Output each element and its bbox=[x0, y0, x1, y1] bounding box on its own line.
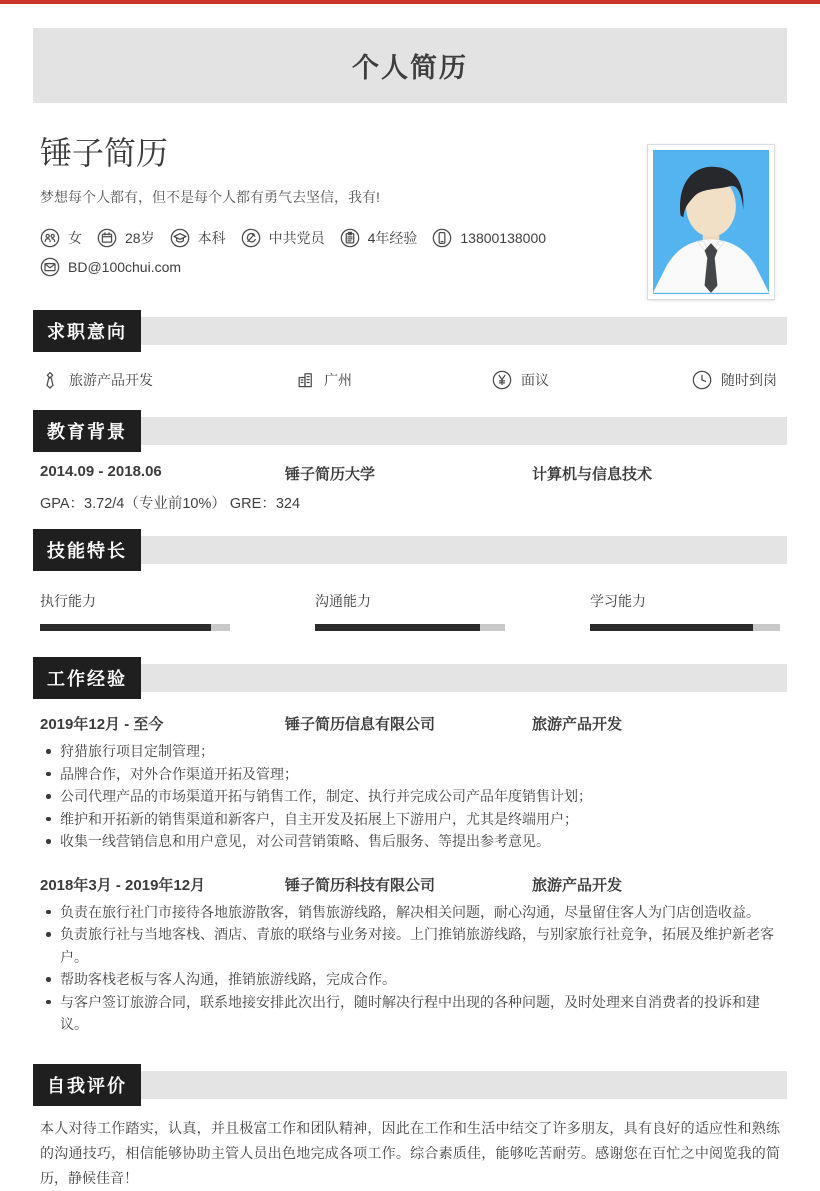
skill-bar-fill bbox=[315, 624, 480, 631]
skill-name: 执行能力 bbox=[40, 593, 96, 609]
job-bullets bbox=[40, 740, 780, 853]
gender-value: 女 bbox=[68, 230, 82, 246]
clipboard-icon bbox=[340, 228, 360, 248]
job-company: 锤子简历科技有限公司 bbox=[285, 876, 436, 894]
section-bar-evaluation bbox=[33, 1071, 787, 1099]
section-bar-intention bbox=[33, 317, 787, 345]
id-photo bbox=[648, 145, 774, 299]
job-period: 2018年3月 - 2019年12月 bbox=[40, 876, 206, 894]
skill-item bbox=[40, 591, 230, 631]
skill-bar-fill bbox=[590, 624, 753, 631]
graduation-cap-icon bbox=[170, 228, 190, 248]
intent-availability bbox=[692, 370, 780, 390]
people-icon bbox=[40, 228, 60, 248]
section-title-evaluation: 自我评价 bbox=[33, 1064, 141, 1106]
envelope-icon bbox=[40, 257, 60, 277]
job-bullets bbox=[40, 901, 780, 1036]
section-title-intention: 求职意向 bbox=[33, 310, 141, 352]
job-bullet: 与客户签订旅游合同，联系地接安排此次出行，随时解决行程中出现的各种问题，及时处理来自消费者的投诉和建议。 bbox=[40, 991, 780, 1036]
intent-city-value: 广州 bbox=[324, 372, 352, 388]
job-role: 旅游产品开发 bbox=[532, 716, 623, 733]
intent-salary-value: 面议 bbox=[521, 372, 549, 388]
candidate-tagline: 梦想每个人都有，但不是每个人都有勇气去坚信，我有! bbox=[40, 189, 380, 205]
building-icon bbox=[295, 370, 315, 390]
skills-row bbox=[40, 591, 780, 631]
age-value: 28岁 bbox=[125, 230, 155, 246]
section-title-skills: 技能特长 bbox=[33, 529, 141, 571]
email-value: BD@100chui.com bbox=[68, 259, 182, 275]
intention-row bbox=[40, 370, 780, 390]
candidate-name: 锤子简历 bbox=[40, 135, 169, 171]
job-bullet: 负责旅行社与当地客栈、酒店、青旅的联络与业务对接。上门推销旅游线路，与别家旅行社竞争，拓展及维护新老客户。 bbox=[40, 923, 780, 968]
intent-availability-value: 随时到岗 bbox=[721, 372, 777, 388]
education-school: 锤子简历大学 bbox=[285, 466, 376, 483]
job-bullet: 负责在旅行社门市接待各地旅游散客，销售旅游线路，解决相关问题，耐心沟通，尽量留住客人为门店创造收益。 bbox=[40, 901, 780, 924]
intro-block bbox=[0, 131, 820, 277]
mobile-phone-icon bbox=[432, 228, 452, 248]
section-bar-work bbox=[33, 664, 787, 692]
section-title-education: 教育背景 bbox=[33, 410, 141, 452]
party-emblem-icon bbox=[241, 228, 261, 248]
political-status-value: 中共党员 bbox=[268, 230, 325, 246]
intent-position-value: 旅游产品开发 bbox=[69, 372, 153, 388]
experience-value: 4年经验 bbox=[367, 230, 418, 246]
education-header bbox=[40, 463, 780, 484]
section-title-work: 工作经验 bbox=[33, 657, 141, 699]
job-bullet: 维护和开拓新的销售渠道和新客户，自主开发及拓展上下游用户，尤其是终端用户； bbox=[40, 808, 780, 831]
education-period: 2014.09 - 2018.06 bbox=[40, 463, 162, 480]
job-bullet: 帮助客栈老板与客人沟通，推销旅游线路，完成合作。 bbox=[40, 968, 780, 991]
job-entry bbox=[40, 874, 780, 1036]
job-bullet: 狩猎旅行项目定制管理； bbox=[40, 740, 780, 763]
job-bullet: 收集一线营销信息和用户意见，对公司营销策略、售后服务、等提出参考意见。 bbox=[40, 830, 780, 853]
job-bullet: 公司代理产品的市场渠道开拓与销售工作，制定、执行并完成公司产品年度销售计划； bbox=[40, 785, 780, 808]
resume-header bbox=[33, 28, 787, 103]
skill-bar bbox=[590, 624, 780, 631]
section-bar-skills bbox=[33, 536, 787, 564]
calendar-icon bbox=[97, 228, 117, 248]
skill-item bbox=[590, 591, 780, 631]
education-detail: GPA：3.72/4（专业前10%） GRE：324 bbox=[40, 496, 301, 512]
avatar-illustration bbox=[653, 150, 769, 294]
necktie-icon bbox=[40, 370, 60, 390]
intent-salary bbox=[492, 370, 692, 390]
skill-bar-fill bbox=[40, 624, 211, 631]
phone-item bbox=[432, 228, 546, 248]
job-period: 2019年12月 - 至今 bbox=[40, 716, 164, 733]
skill-name: 沟通能力 bbox=[315, 593, 371, 609]
self-evaluation-text: 本人对待工作踏实，认真，并且极富工作和团队精神，因此在工作和生活中结交了许多朋友，具有良好的适应性和熟练的沟通技巧，相信能够协助主管人员出色地完成各项工作。综合素质佳，能够吃苦耐劳。感谢您在百忙之中阅览我的简历，静候佳音！ bbox=[40, 1119, 780, 1186]
phone-value: 13800138000 bbox=[460, 230, 547, 246]
clock-icon bbox=[692, 370, 712, 390]
email-item bbox=[40, 257, 181, 277]
skill-bar bbox=[315, 624, 505, 631]
skill-bar bbox=[40, 624, 230, 631]
section-bar-education bbox=[33, 417, 787, 445]
age-item bbox=[97, 228, 155, 248]
basic-info-row bbox=[40, 228, 620, 248]
email-row bbox=[40, 257, 620, 277]
political-status-item bbox=[241, 228, 325, 248]
skill-item bbox=[315, 591, 505, 631]
intent-position bbox=[40, 370, 295, 390]
education-major: 计算机与信息技术 bbox=[532, 466, 653, 483]
gender-item bbox=[40, 228, 82, 248]
yen-circle-icon bbox=[492, 370, 512, 390]
experience-item bbox=[340, 228, 418, 248]
skill-name: 学习能力 bbox=[590, 593, 646, 609]
job-entry bbox=[40, 713, 780, 853]
intent-city bbox=[295, 370, 492, 390]
degree-value: 本科 bbox=[197, 230, 226, 246]
job-header bbox=[40, 713, 780, 734]
job-role: 旅游产品开发 bbox=[532, 876, 623, 894]
job-company: 锤子简历信息有限公司 bbox=[285, 716, 436, 733]
job-bullet: 品牌合作，对外合作渠道开拓及管理； bbox=[40, 763, 780, 786]
top-accent-line bbox=[0, 0, 820, 4]
degree-item bbox=[170, 228, 226, 248]
job-header bbox=[40, 874, 780, 895]
page-title: 个人简历 bbox=[352, 53, 468, 83]
